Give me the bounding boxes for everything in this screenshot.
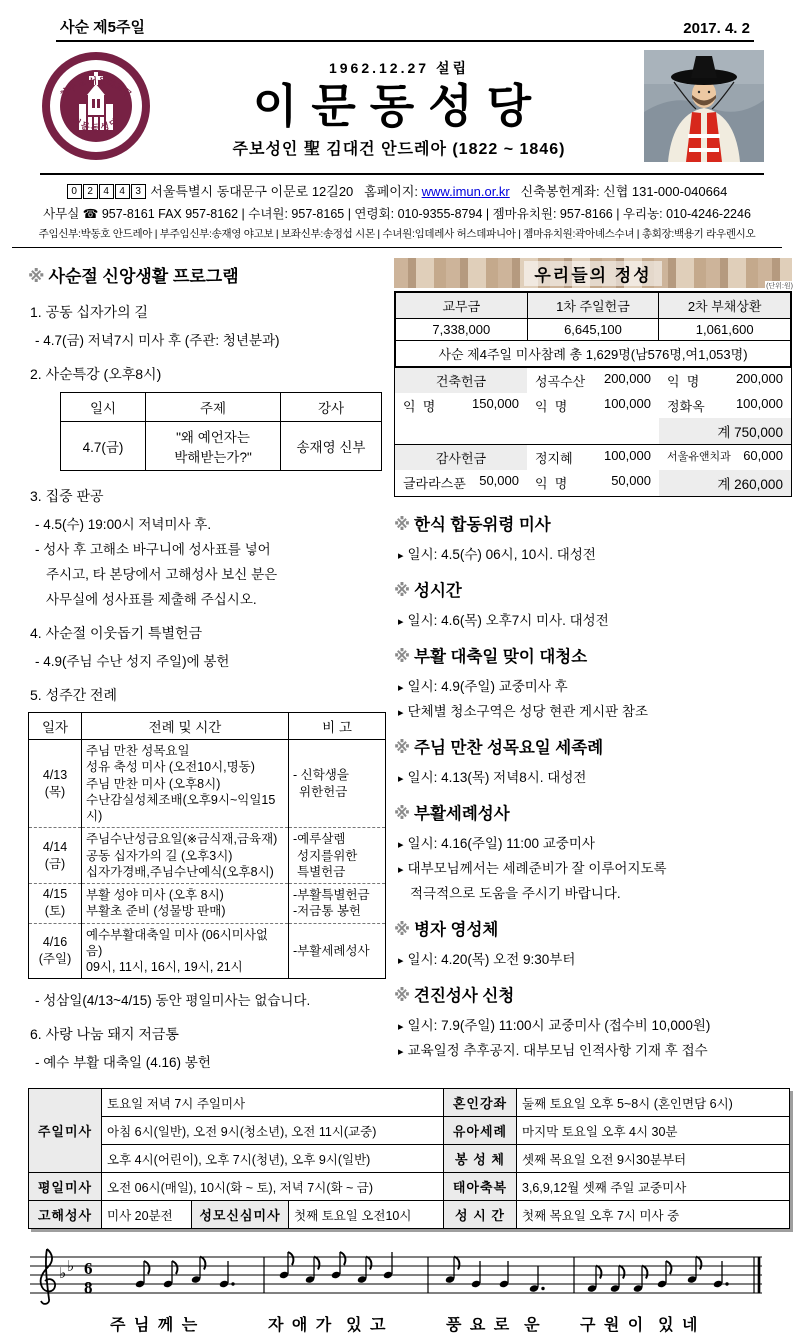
section-title-sick-communion	[394, 916, 792, 940]
street-address: 서울특별시 동대문구 이문로 12길20	[150, 184, 354, 199]
homepage-label: 홈페이지:	[364, 184, 418, 199]
donor-name: 익 명	[534, 476, 568, 491]
line-text: 단체별 청소구역은 성당 현관 게시판 참조	[407, 704, 648, 719]
section-line	[398, 609, 792, 629]
title-text: 부활 대축일 맞이 대청소	[414, 648, 588, 666]
item2-head: 2. 사순특강 (오후8시)	[30, 366, 162, 382]
amount-sunday-offering: 6,645,100	[527, 319, 659, 341]
title-text: 한식 합동위령 미사	[414, 516, 551, 534]
item6-sub: - 예수 부활 대축일 (4.16) 봉헌	[35, 1055, 211, 1071]
contact-block	[12, 175, 782, 248]
liturgy-line: 주님 만찬 성목요일	[86, 744, 190, 758]
day-weekday: (토)	[44, 904, 66, 919]
note-cell	[289, 828, 386, 884]
label-fetal-blessing: 태아축복	[444, 1173, 517, 1201]
hymn-score	[28, 1245, 772, 1336]
flat-sign: ♭	[59, 1265, 67, 1283]
section-title-easter-baptism	[394, 800, 792, 824]
day-weekday: (주일)	[38, 951, 72, 966]
line-text: 일시: 4.5(수) 06시, 10시. 대성전	[407, 547, 596, 562]
liturgy-line: 부활 성야 미사 (오후 8시)	[86, 888, 224, 902]
line-text: 적극적으로 도움을 주시기 바랍니다.	[410, 886, 621, 901]
table-row	[396, 341, 791, 367]
label-weekday-mass: 평일미사	[29, 1173, 102, 1201]
donor-cell	[395, 393, 527, 418]
note-line: - 신학생을	[293, 768, 349, 783]
day-weekday: (목)	[44, 784, 66, 799]
line-text: 일시: 4.16(주일) 11:00 교중미사	[407, 836, 595, 851]
section-title-confirmation	[394, 982, 792, 1006]
day-cell	[29, 740, 82, 828]
label-sunday-mass: 주일미사	[29, 1089, 102, 1173]
holy-week-table	[28, 712, 386, 979]
item4-sub: - 4.9(주님 수난 성지 주일)에 봉헌	[35, 654, 230, 669]
note-cell	[289, 884, 386, 924]
bullet-icon: ▸	[398, 955, 404, 967]
donor-cell	[527, 368, 659, 393]
offering-summary	[395, 292, 791, 367]
col-header-day: 일자	[29, 713, 82, 740]
reference-mark-icon: ※	[28, 267, 45, 286]
section-line	[398, 700, 792, 720]
donor-name: 익 명	[534, 399, 568, 414]
note-line: 성지를위한	[297, 848, 358, 863]
label-marian-mass: 성모신심미사	[192, 1201, 289, 1229]
donor-amount: 100,000	[735, 396, 783, 411]
section-line	[398, 543, 792, 563]
hymn-lyrics	[28, 1312, 772, 1336]
bullet-icon: ▸	[398, 839, 404, 851]
parish-logo	[40, 50, 154, 167]
lecture-date: 4.7(금)	[61, 422, 146, 471]
postal-digit: 0	[67, 184, 82, 199]
reference-mark-icon: ※	[394, 739, 411, 757]
reference-mark-icon: ※	[394, 582, 411, 600]
lent-program-title-text: 사순절 신앙생활 프로그램	[48, 267, 239, 286]
note-line: -예루살렘	[293, 832, 346, 847]
church-name: 이문동성당	[252, 79, 546, 132]
liturgy-line: 수난감실성체조배(오후9시~익일15시)	[86, 792, 276, 823]
col-header-liturgy: 전례 및 시간	[82, 713, 289, 740]
line-text: 일시: 4.13(목) 저녁8시. 대성전	[407, 770, 587, 785]
bullet-icon: ▸	[398, 1021, 404, 1033]
col-header-debt-repay: 2차 부채상환	[659, 293, 791, 319]
address-row	[12, 181, 782, 200]
day-date: 4/14	[42, 839, 68, 854]
note-cell	[289, 923, 386, 979]
table-row	[29, 1117, 790, 1145]
line-text: 일시: 4.20(목) 오전 9:30부터	[407, 952, 576, 967]
bullet-icon: ▸	[398, 616, 404, 628]
table-row	[29, 1173, 790, 1201]
item1-sub: - 4.7(금) 저녁7시 미사 후 (주관: 청년분과)	[35, 333, 280, 348]
lyric-phrase: 풍 요 로 운	[446, 1317, 542, 1335]
label-infant-baptism: 유아세례	[444, 1117, 517, 1145]
empty-cell	[395, 418, 527, 444]
postal-digit: 3	[131, 184, 146, 199]
reference-mark-icon: ※	[394, 805, 411, 823]
note-line: -저금통 봉헌	[293, 904, 362, 919]
donor-cell	[659, 445, 791, 470]
liturgy-line: 09시, 11시, 16시, 19시, 21시	[86, 960, 243, 974]
liturgy-cell	[82, 884, 289, 924]
phones-row: 사무실 ☎ 957-8161 FAX 957-8162 | 수녀원: 957-8165 | 연령회: 010-9355-8794 | 젬마유치원: 957-8166 | 우리농: 010-4246-2246	[43, 207, 751, 221]
item3-head: 3. 집중 판공	[30, 488, 104, 504]
marian-mass-value: 첫째 토요일 오전10시	[289, 1201, 444, 1229]
infant-baptism-value: 마지막 토요일 오후 4시 30분	[517, 1117, 790, 1145]
table-row	[29, 740, 386, 828]
title-text: 성시간	[414, 582, 462, 600]
sunday-mass-line2: 아침 6시(일반), 오전 9시(청소년), 오전 11시(교중)	[102, 1117, 444, 1145]
table-row	[29, 828, 386, 884]
title-text: 견진성사 신청	[414, 987, 515, 1005]
liturgy-line: 예수부활대축일 미사 (06시미사없음)	[86, 927, 268, 958]
postal-digit: 4	[99, 184, 114, 199]
section-line	[398, 1014, 792, 1034]
donor-amount: 200,000	[735, 371, 783, 386]
lecture-table	[60, 392, 382, 471]
bullet-icon: ▸	[398, 864, 404, 876]
item3-line: 사무실에 성사표를 제출해 주십시오.	[46, 592, 257, 607]
top-bar	[56, 14, 754, 42]
patron-saint-line: 주보성인 聖 김대건 안드레아 (1822 ~ 1846)	[232, 141, 566, 159]
lecture-topic	[146, 422, 281, 471]
section-line	[410, 882, 792, 902]
col-header-speaker: 강사	[281, 393, 382, 422]
music-staff-icon	[28, 1245, 772, 1307]
sunday-mass-line1: 토요일 저녁 7시 주일미사	[102, 1089, 444, 1117]
line-text: 대부모님께서는 세례준비가 잘 이루어지도록	[407, 861, 667, 876]
offering-banner	[394, 258, 792, 288]
masthead	[40, 46, 764, 175]
table-header-row	[396, 293, 791, 319]
note-line: -부활세례성사	[293, 943, 370, 958]
postal-code	[67, 184, 151, 199]
lyric-phrase: 구 원 이 있 네	[580, 1317, 700, 1335]
section-title-easter-cleaning	[394, 643, 792, 667]
bullet-icon: ▸	[398, 550, 404, 562]
saint-portrait	[644, 50, 764, 167]
mass-times-table	[28, 1088, 790, 1229]
donor-amount: 50,000	[611, 473, 651, 488]
liturgy-line: 주님 만찬 미사 (오후8시)	[86, 776, 221, 791]
title-text: 주님 만찬 성목요일 세족례	[414, 739, 604, 757]
col-header-gyomugeum: 교무금	[396, 293, 528, 319]
donor-cell	[395, 470, 527, 496]
liturgy-cell	[82, 923, 289, 979]
table-row	[29, 884, 386, 924]
lecture-topic-line1: "왜 예언자는	[176, 430, 250, 445]
offering-table	[394, 291, 792, 497]
weekday-mass-value: 오전 06시(매일), 10시(화 ~ 토), 저녁 7시(화 ~ 금)	[102, 1173, 444, 1201]
donor-name: 글라라스푼	[403, 476, 466, 491]
time-signature-top: 6	[84, 1259, 93, 1279]
donor-amount: 50,000	[479, 473, 519, 488]
amount-gyomugeum: 7,338,000	[396, 319, 528, 341]
content-columns	[28, 258, 792, 1076]
liturgy-line: 십자가경배,주님수난예식(오후8시)	[86, 864, 274, 879]
note-cell	[289, 740, 386, 828]
confession-value: 미사 20분전	[102, 1201, 192, 1229]
liturgy-line: 공동 십자가의 길 (오후3시)	[86, 848, 233, 863]
donor-cell	[527, 445, 659, 470]
reference-mark-icon: ※	[394, 648, 411, 666]
staff-row: 주임신부:박동호 안드레아 | 부주임신부:송재영 야고보 | 보좌신부:송정섭 시몬 | 수녀원:임데레사 허스데파니아 | 젬마유치원:곽아녜스수녀 | 총회장:백용기 라우렌시오	[38, 228, 756, 240]
section-line	[398, 766, 792, 786]
donor-cell	[527, 393, 659, 418]
item4-head: 4. 사순절 이웃돕기 특별헌금	[30, 625, 203, 641]
liturgy-line: 주님수난성금요일(※금식재,금육재)	[86, 832, 278, 847]
donor-amount: 150,000	[471, 396, 519, 411]
line-text: 일시: 7.9(주일) 11:00시 교중미사 (접수비 10,000원)	[407, 1018, 711, 1033]
title-text: 부활세례성사	[414, 805, 510, 823]
donor-name: 성곡수산	[534, 374, 586, 389]
label-confession: 고해성사	[29, 1201, 102, 1229]
section-line	[398, 1039, 792, 1059]
building-total-row	[395, 418, 791, 444]
donor-name: 정지혜	[534, 451, 573, 466]
liturgy-line: 부활초 준비 (성물방 판매)	[86, 904, 226, 919]
flat-sign: ♭	[67, 1258, 75, 1276]
thanks-label	[395, 445, 527, 470]
liturgy-cell	[82, 740, 289, 828]
section-line	[398, 857, 792, 877]
item1-head: 1. 공동 십자가의 길	[30, 304, 149, 320]
saint-kim-taegon-portrait-icon	[644, 50, 764, 162]
bullet-icon: ▸	[398, 682, 404, 694]
table-row	[29, 1201, 790, 1229]
founded-date: 1962.12.27 설립	[328, 59, 469, 76]
day-date: 4/13	[42, 767, 68, 782]
section-title-holy-hour	[394, 577, 792, 601]
postal-digit: 2	[83, 184, 98, 199]
donor-cell	[659, 393, 791, 418]
title-text: 병자 영성체	[414, 921, 499, 939]
item5-head: 5. 성주간 전례	[30, 687, 118, 703]
table-header-row	[29, 713, 386, 740]
label-text: 건축헌금	[435, 374, 487, 389]
lyric-phrase: 자 애 가 있 고	[268, 1317, 388, 1335]
note-line: 위한헌금	[299, 784, 348, 799]
item3-line: - 4.5(수) 19:00시 저녁미사 후.	[35, 517, 212, 532]
sunday-mass-line3: 오후 4시(어린이), 오후 7시(청년), 오후 9시(일반)	[102, 1145, 444, 1173]
label-text: 감사헌금	[435, 451, 487, 466]
donor-amount: 100,000	[603, 448, 651, 463]
liturgy-line: 성유 축성 미사 (오전10시,명동)	[86, 760, 255, 775]
fetal-blessing-value: 3,6,9,12월 셋째 주일 교중미사	[517, 1173, 790, 1201]
bullet-icon: ▸	[398, 1046, 404, 1058]
donor-amount: 200,000	[603, 371, 651, 386]
attendance-row: 사순 제4주일 미사참례 총 1,629명(남576명,여1,053명)	[396, 341, 791, 367]
reference-mark-icon: ※	[394, 516, 411, 534]
donor-amount: 100,000	[603, 396, 651, 411]
building-row-2	[395, 393, 791, 418]
table-row	[29, 1089, 790, 1117]
table-row	[29, 1145, 790, 1173]
masthead-center	[154, 58, 644, 159]
total-text: 계 260,000	[717, 477, 783, 492]
section-title-washing-feet	[394, 734, 792, 758]
offering-title: 우리들의 정성	[524, 261, 661, 286]
reference-mark-icon: ※	[394, 987, 411, 1005]
col-header-note: 비 고	[289, 713, 386, 740]
amount-debt-repay: 1,061,600	[659, 319, 791, 341]
marriage-course-value: 둘째 토요일 오후 5~8시 (혼인면담 6시)	[517, 1089, 790, 1117]
section-line	[398, 948, 792, 968]
thanks-row-2	[395, 470, 791, 496]
holy-hour-value: 첫째 목요일 오후 7시 미사 중	[517, 1201, 790, 1229]
donor-name: 정화옥	[666, 399, 705, 414]
donor-name: 서울유앤치과	[666, 451, 731, 463]
item6-head: 6. 사랑 나눔 돼지 저금통	[30, 1026, 179, 1043]
label-holy-hour: 성 시 간	[444, 1201, 517, 1229]
lecture-speaker: 송재영 신부	[281, 422, 382, 471]
thanks-row-1	[395, 444, 791, 470]
time-signature-bottom: 8	[84, 1278, 93, 1298]
day-cell	[29, 884, 82, 924]
building-total	[659, 418, 791, 444]
communion-visits-value: 셋째 목요일 오전 9시30분부터	[517, 1145, 790, 1173]
thanks-total	[659, 470, 791, 496]
lyric-phrase: 주 님 께 는	[110, 1317, 200, 1335]
donor-name: 익 명	[666, 374, 700, 389]
col-header-sunday-offering: 1차 주일헌금	[527, 293, 659, 319]
logo-ring-top-text: 천주교 서울대교구	[58, 75, 134, 100]
lent-program-title	[28, 262, 386, 287]
day-cell	[29, 923, 82, 979]
building-label	[395, 368, 527, 393]
triduum-note: - 성삼일(4/13~4/15) 동안 평일미사는 없습니다.	[35, 993, 311, 1009]
section-line	[398, 832, 792, 852]
donor-cell	[659, 368, 791, 393]
line-text: 일시: 4.6(목) 오후7시 미사. 대성전	[407, 613, 609, 628]
table-row	[396, 319, 791, 341]
issue-date: 2017. 4. 2	[683, 20, 750, 37]
bullet-icon: ▸	[398, 773, 404, 785]
right-column	[394, 258, 792, 1076]
section-line	[398, 675, 792, 695]
table-row	[29, 923, 386, 979]
building-row-1	[395, 367, 791, 393]
reference-mark-icon: ※	[394, 921, 411, 939]
table-row	[61, 393, 382, 422]
col-header-topic: 주제	[146, 393, 281, 422]
label-communion-visits: 봉 성 체	[444, 1145, 517, 1173]
notes-layer	[135, 1252, 729, 1293]
church-logo-icon	[40, 50, 152, 162]
line-text: 교육일정 추후공지. 대부모님 인적사항 기재 후 접수	[407, 1043, 708, 1058]
day-weekday: (금)	[44, 856, 66, 871]
lecture-topic-line2: 박해받는가?"	[174, 450, 252, 465]
table-row	[61, 422, 382, 471]
day-cell	[29, 828, 82, 884]
donation-account: 신축봉헌계좌: 신협 131-000-040664	[520, 184, 728, 199]
day-date: 4/15	[42, 887, 68, 902]
label-marriage-course: 혼인강좌	[444, 1089, 517, 1117]
liturgy-cell	[82, 828, 289, 884]
postal-digit: 4	[115, 184, 130, 199]
donor-cell	[527, 470, 659, 496]
col-header-date: 일시	[61, 393, 146, 422]
line-text: 일시: 4.9(주일) 교중미사 후	[407, 679, 568, 694]
logo-ring-bottom-text: 이문동성당	[69, 115, 123, 133]
note-line: 특별헌금	[297, 864, 346, 879]
item3-line: - 성사 후 고해소 바구니에 성사표를 넣어	[35, 542, 271, 557]
liturgical-week-label: 사순 제5주일	[60, 19, 145, 36]
note-line: -부활특별헌금	[293, 888, 370, 902]
section-title-memorial-mass	[394, 511, 792, 535]
day-date: 4/16	[42, 934, 68, 949]
left-column	[28, 258, 386, 1076]
homepage-link[interactable]: www.imun.or.kr	[421, 184, 510, 199]
empty-cell	[527, 418, 659, 444]
donor-amount: 60,000	[743, 448, 783, 463]
total-text: 계 750,000	[717, 425, 783, 440]
offering-unit: (단위:원)	[766, 283, 793, 290]
item3-line: 주시고, 타 본당에서 고해성사 보신 분은	[46, 567, 278, 582]
bullet-icon: ▸	[398, 707, 404, 719]
donor-name: 익 명	[403, 399, 436, 414]
